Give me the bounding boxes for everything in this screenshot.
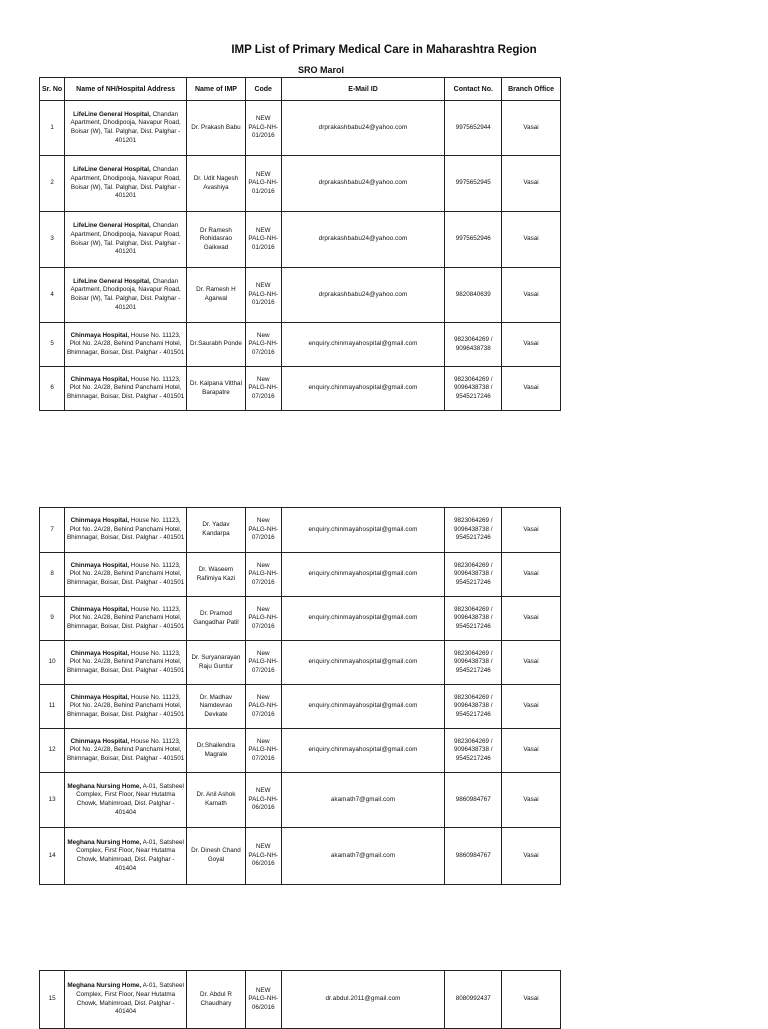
cell-contact: 9823064269 / 9096438738 / 9545217246	[445, 553, 502, 597]
cell-sr-no: 13	[40, 773, 65, 828]
cell-sr-no: 5	[40, 323, 65, 367]
cell-hospital	[65, 101, 187, 156]
table-row	[40, 156, 561, 212]
table-row	[40, 367, 561, 411]
cell-code: NEW PALG-NH-06/2016	[245, 971, 281, 1029]
cell-code: New PALG-NH-07/2016	[245, 729, 281, 773]
cell-sr-no: 8	[40, 553, 65, 597]
hospital-name: LifeLine General Hospital,	[73, 110, 151, 118]
hospital-address: Chandan Apartment, Dhodipooja, Navapur Road, Boisar (W), Tal. Palghar, Dist. Palghar - 401201	[70, 166, 181, 200]
hospital-name: LifeLine General Hospital,	[73, 166, 151, 174]
col-header-code: Code	[245, 78, 281, 101]
cell-email: drprakashbabu24@yahoo.com	[281, 212, 445, 268]
cell-branch: Vasai	[502, 367, 561, 411]
cell-email: drprakashbabu24@yahoo.com	[281, 268, 445, 323]
hospital-name: Chinmaya Hospital,	[70, 517, 130, 525]
hospital-name: Chinmaya Hospital,	[70, 561, 130, 569]
cell-imp: Dr. Ramesh H Agarwal	[187, 268, 246, 323]
hospital-name: Meghana Nursing Home,	[67, 838, 142, 846]
cell-imp: Dr Ramesh Rohidasrao Gaikwad	[187, 212, 246, 268]
hospital-name: Chinmaya Hospital,	[70, 375, 130, 383]
cell-contact: 9823064269 / 9096438738 / 9545217246	[445, 367, 502, 411]
cell-contact: 9860984767	[445, 828, 502, 885]
cell-sr-no: 3	[40, 212, 65, 268]
table-row	[40, 828, 561, 885]
cell-code: New PALG-NH-07/2016	[245, 323, 281, 367]
cell-sr-no: 9	[40, 597, 65, 641]
table-row	[40, 101, 561, 156]
hospital-address: Chandan Apartment, Dhodipooja, Navapur Road, Boisar (W), Tal. Palghar, Dist. Palghar - 401201	[70, 222, 181, 256]
cell-contact: 9823064269 / 9096438738 / 9545217246	[445, 641, 502, 685]
cell-code: NEW PALG-NH-01/2016	[245, 268, 281, 323]
hospital-address: A-01, Satsheel Complex, First Floor, Near Hutatma Chowk, Mahimroad, Dist. Palghar - 401404	[76, 782, 184, 816]
hospital-name: Chinmaya Hospital,	[70, 331, 130, 339]
cell-email: akamath7@gmail.com	[281, 773, 445, 828]
table-row	[40, 773, 561, 828]
cell-sr-no: 15	[40, 971, 65, 1029]
cell-imp: Dr. Prakash Babu	[187, 101, 246, 156]
cell-contact: 9823064269 / 9096438738 / 9545217246	[445, 597, 502, 641]
cell-imp: Dr. Pramod Gangadhar Patil	[187, 597, 246, 641]
cell-code: New PALG-NH-07/2016	[245, 367, 281, 411]
hospital-table-block-3	[39, 970, 561, 1029]
table-row	[40, 323, 561, 367]
hospital-address: House No. 11123, Plot No. 2A/28, Behind Panchami Hotel, Bhimnagar, Boisar, Dist. Palghar - 401501	[66, 605, 185, 630]
cell-code: New PALG-NH-07/2016	[245, 641, 281, 685]
cell-code: NEW PALG-NH-06/2016	[245, 828, 281, 885]
cell-imp: Dr. Waseem Rafimiya Kazi	[187, 553, 246, 597]
col-header-sr-no: Sr. No	[40, 78, 65, 101]
cell-imp: Dr.Saurabh Ponde	[187, 323, 246, 367]
cell-imp: Dr. Anil Ashok Kamath	[187, 773, 246, 828]
table-header-row	[40, 78, 561, 101]
cell-branch: Vasai	[502, 508, 561, 553]
cell-imp: Dr. Udit Nagesh Avashiya	[187, 156, 246, 212]
table-row	[40, 729, 561, 773]
cell-branch: Vasai	[502, 323, 561, 367]
hospital-name: Meghana Nursing Home,	[67, 782, 142, 790]
cell-hospital	[65, 508, 187, 553]
hospital-name: Chinmaya Hospital,	[70, 693, 130, 701]
cell-code: New PALG-NH-07/2016	[245, 597, 281, 641]
table-row	[40, 641, 561, 685]
cell-hospital	[65, 597, 187, 641]
cell-hospital	[65, 971, 187, 1029]
cell-contact: 9975652945	[445, 156, 502, 212]
cell-email: enquiry.chinmayahospital@gmail.com	[281, 367, 445, 411]
page-subtitle: SRO Marol	[297, 65, 344, 75]
cell-imp: Dr. Dinesh Chand Goyal	[187, 828, 246, 885]
cell-contact: 9823064269 / 9096438738 / 9545217246	[445, 729, 502, 773]
table-row	[40, 508, 561, 553]
cell-sr-no: 11	[40, 685, 65, 729]
cell-code: NEW PALG-NH-06/2016	[245, 773, 281, 828]
hospital-address: House No. 11123, Plot No. 2A/28, Behind Panchami Hotel, Bhimnagar, Boisar, Dist. Palghar - 401501	[66, 649, 185, 674]
hospital-address: House No. 11123, Plot No. 2A/28, Behind Panchami Hotel, Bhimnagar, Boisar, Dist. Palghar - 401501	[66, 517, 185, 542]
cell-sr-no: 4	[40, 268, 65, 323]
page-title: IMP List of Primary Medical Care in Maharashtra Region	[231, 44, 537, 56]
cell-email: drprakashbabu24@yahoo.com	[281, 156, 445, 212]
cell-imp: Dr. Yadav Kandarpa	[187, 508, 246, 553]
table-row	[40, 971, 561, 1029]
hospital-name: LifeLine General Hospital,	[73, 277, 151, 285]
col-header-hospital: Name of NH/Hospital Address	[65, 78, 187, 101]
cell-hospital	[65, 828, 187, 885]
cell-email: akamath7@gmail.com	[281, 828, 445, 885]
cell-contact: 9820840639	[445, 268, 502, 323]
cell-email: enquiry.chinmayahospital@gmail.com	[281, 597, 445, 641]
cell-branch: Vasai	[502, 212, 561, 268]
col-header-imp: Name of IMP	[187, 78, 246, 101]
cell-hospital	[65, 553, 187, 597]
hospital-name: Chinmaya Hospital,	[70, 605, 130, 613]
hospital-name: Chinmaya Hospital,	[70, 737, 130, 745]
cell-imp: Dr. Suryanarayan Raju Guntur	[187, 641, 246, 685]
cell-email: enquiry.chinmayahospital@gmail.com	[281, 641, 445, 685]
cell-imp: Dr. Abdul R Chaudhary	[187, 971, 246, 1029]
cell-branch: Vasai	[502, 729, 561, 773]
cell-imp: Dr. Kalpana Vitthal Barapatre	[187, 367, 246, 411]
cell-email: enquiry.chinmayahospital@gmail.com	[281, 729, 445, 773]
cell-branch: Vasai	[502, 553, 561, 597]
cell-contact: 9860984767	[445, 773, 502, 828]
cell-contact: 8080992437	[445, 971, 502, 1029]
hospital-name: Chinmaya Hospital,	[70, 649, 130, 657]
hospital-address: A-01, Satsheel Complex, First Floor, Near Hutatma Chowk, Mahimroad, Dist. Palghar - 401404	[76, 838, 184, 872]
hospital-address: House No. 11123, Plot No. 2A/28, Behind Panchami Hotel, Bhimnagar, Boisar, Dist. Palghar - 401501	[66, 375, 185, 400]
cell-contact: 9823064269 / 9096438738 / 9545217246	[445, 685, 502, 729]
table-row	[40, 268, 561, 323]
cell-email: enquiry.chinmayahospital@gmail.com	[281, 553, 445, 597]
cell-branch: Vasai	[502, 685, 561, 729]
cell-hospital	[65, 212, 187, 268]
cell-hospital	[65, 323, 187, 367]
col-header-email: E-Mail ID	[281, 78, 445, 101]
hospital-address: House No. 11123, Plot No. 2A/28, Behind Panchami Hotel, Bhimnagar, Boisar, Dist. Palghar - 401501	[66, 737, 185, 762]
cell-branch: Vasai	[502, 971, 561, 1029]
hospital-name: LifeLine General Hospital,	[73, 222, 151, 230]
hospital-address: House No. 11123, Plot No. 2A/28, Behind Panchami Hotel, Bhimnagar, Boisar, Dist. Palghar - 401501	[66, 693, 185, 718]
cell-contact: 9975652946	[445, 212, 502, 268]
cell-code: New PALG-NH-07/2016	[245, 508, 281, 553]
hospital-address: Chandan Apartment, Dhodipooja, Navapur Road, Boisar (W), Tal. Palghar, Dist. Palghar - 401201	[70, 277, 181, 311]
cell-branch: Vasai	[502, 597, 561, 641]
cell-hospital	[65, 641, 187, 685]
cell-branch: Vasai	[502, 101, 561, 156]
cell-sr-no: 12	[40, 729, 65, 773]
cell-code: New PALG-NH-07/2016	[245, 685, 281, 729]
col-header-contact: Contact No.	[445, 78, 502, 101]
cell-hospital	[65, 367, 187, 411]
cell-contact: 9823064269 / 9096438738 / 9545217246	[445, 508, 502, 553]
table-row	[40, 685, 561, 729]
cell-sr-no: 1	[40, 101, 65, 156]
cell-hospital	[65, 156, 187, 212]
cell-email: dr.abdul.2011@gmail.com	[281, 971, 445, 1029]
cell-hospital	[65, 729, 187, 773]
cell-email: enquiry.chinmayahospital@gmail.com	[281, 508, 445, 553]
hospital-name: Meghana Nursing Home,	[67, 982, 142, 990]
col-header-branch: Branch Office	[502, 78, 561, 101]
cell-imp: Dr.Shailendra Magrale	[187, 729, 246, 773]
cell-email: enquiry.chinmayahospital@gmail.com	[281, 323, 445, 367]
cell-code: NEW PALG-NH-01/2016	[245, 101, 281, 156]
hospital-address: Chandan Apartment, Dhodipooja, Navapur Road, Boisar (W), Tal. Palghar, Dist. Palghar - 401201	[70, 110, 181, 144]
hospital-table-block-2	[39, 507, 561, 885]
table-row	[40, 212, 561, 268]
cell-branch: Vasai	[502, 268, 561, 323]
cell-contact: 9975652944	[445, 101, 502, 156]
cell-sr-no: 14	[40, 828, 65, 885]
cell-sr-no: 6	[40, 367, 65, 411]
cell-branch: Vasai	[502, 156, 561, 212]
cell-email: enquiry.chinmayahospital@gmail.com	[281, 685, 445, 729]
cell-email: drprakashbabu24@yahoo.com	[281, 101, 445, 156]
cell-sr-no: 7	[40, 508, 65, 553]
hospital-address: House No. 11123, Plot No. 2A/28, Behind Panchami Hotel, Bhimnagar, Boisar, Dist. Palghar - 401501	[66, 561, 185, 586]
cell-code: NEW PALG-NH-01/2016	[245, 156, 281, 212]
cell-hospital	[65, 773, 187, 828]
table-row	[40, 553, 561, 597]
cell-branch: Vasai	[502, 773, 561, 828]
hospital-table-block-1	[39, 77, 561, 411]
cell-code: NEW PALG-NH-01/2016	[245, 212, 281, 268]
cell-imp: Dr. Madhav Namdevrao Devkate	[187, 685, 246, 729]
hospital-address: A-01, Satsheel Complex, First Floor, Near Hutatma Chowk, Mahimroad, Dist. Palghar - 401404	[76, 982, 184, 1016]
table-row	[40, 597, 561, 641]
cell-hospital	[65, 685, 187, 729]
cell-hospital	[65, 268, 187, 323]
hospital-address: House No. 11123, Plot No. 2A/28, Behind Panchami Hotel, Bhimnagar, Boisar, Dist. Palghar - 401501	[66, 331, 185, 356]
cell-sr-no: 10	[40, 641, 65, 685]
cell-code: New PALG-NH-07/2016	[245, 553, 281, 597]
cell-branch: Vasai	[502, 641, 561, 685]
cell-contact: 9823064269 / 9096438738	[445, 323, 502, 367]
cell-branch: Vasai	[502, 828, 561, 885]
cell-sr-no: 2	[40, 156, 65, 212]
